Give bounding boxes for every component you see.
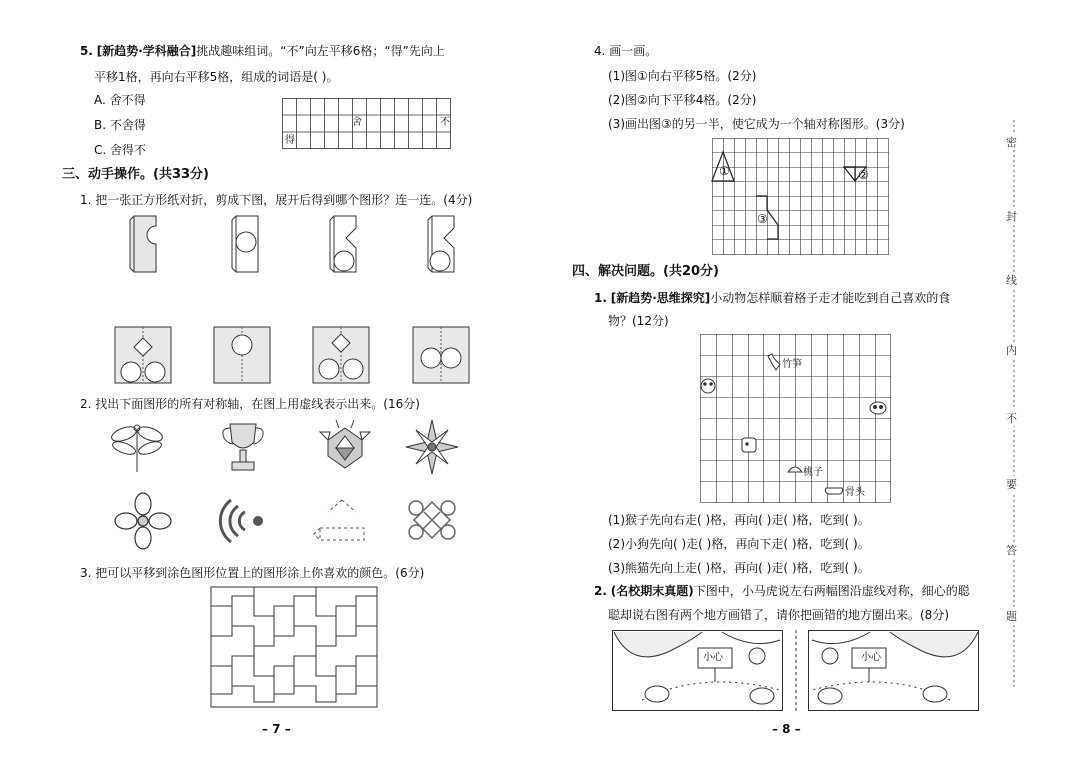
- seal-char-6: 要: [1006, 478, 1017, 491]
- page-number-right: – 8 –: [772, 722, 801, 736]
- p1-text: 小动物怎样顺着格子走才能吃到自己喜欢的食: [710, 291, 951, 305]
- grid-char-de: 得: [285, 135, 295, 146]
- trophy-figure: [218, 420, 268, 476]
- seal-char-4: 内: [1006, 344, 1017, 357]
- unfolded-shape-b: [213, 326, 271, 384]
- q5-option-c: C. 舍得不: [94, 143, 147, 157]
- grid-char-bu: 不: [440, 117, 450, 128]
- q5-line1: [80, 44, 445, 58]
- seal-char-3: 线: [1006, 274, 1017, 287]
- chinese-knot-figure: [404, 494, 460, 548]
- picture-left: [612, 630, 784, 712]
- unfolded-shape-d: [412, 326, 470, 384]
- sign-text-left: 小心: [703, 652, 723, 663]
- q3-text: 3. 把可以平移到涂色图形位置上的图形涂上你喜欢的颜色。(6分): [80, 566, 425, 580]
- seal-char-7: 答: [1006, 544, 1017, 557]
- seal-char-5: 不: [1006, 412, 1017, 425]
- folded-paper-2: [228, 214, 264, 274]
- q2-text: 2. 找出下面图形的所有对称轴，在图上用虚线表示出来。(16分): [80, 397, 420, 411]
- q5-line2: 平移1格，再向右平移5格，组成的词语是( )。: [94, 70, 339, 84]
- grid-char-she: 舍: [352, 117, 362, 128]
- picture-right: [808, 630, 980, 712]
- p1-answer-a: (1)猴子先向右走( )格，再向( )走( )格，吃到( )。: [608, 513, 870, 527]
- p1-answer-c: (3)熊猫先向上走( )格，再向( )走( )格，吃到( )。: [608, 561, 870, 575]
- folded-paper-1: [126, 214, 162, 274]
- unfolded-shape-c: [312, 326, 370, 384]
- q4-item-2: (2)图②向下平移4格。(2分): [608, 93, 757, 107]
- bee-figure: [318, 418, 372, 476]
- q5-option-a: A. 舍不得: [94, 93, 146, 107]
- dragonfly-figure: [110, 420, 164, 476]
- fig-label-1: ①: [719, 164, 730, 178]
- map-label-peach: 桃子: [803, 467, 823, 478]
- q1-text: 1. 把一张正方形纸对折，剪成下图，展开后得到哪个图形？连一连。(4分): [80, 193, 473, 207]
- section4-title: 四、解决问题。(共20分): [572, 264, 719, 279]
- p2-line2: 聪却说右图有两个地方画错了，请你把画错的地方圈出来。(8分): [608, 608, 950, 622]
- q5-text: 挑战趣味组词。“不”向左平移6格；“得”先向上: [196, 44, 445, 58]
- page-number-left: – 7 –: [262, 722, 291, 736]
- q5-number: 5.: [80, 44, 93, 58]
- q4-item-3: (3)画出图③的另一半，使它成为一个轴对称图形。(3分): [608, 117, 905, 131]
- seal-line: [1012, 120, 1016, 690]
- unfolded-shape-a: [114, 326, 172, 384]
- seal-char-8: 题: [1006, 610, 1017, 623]
- seal-char-2: 封: [1006, 210, 1017, 223]
- map-label-bamboo: 竹笋: [782, 359, 802, 370]
- p1-answer-b: (2)小狗先向( )走( )格，再向下走( )格，吃到( )。: [608, 537, 870, 551]
- fig-label-3: ③: [757, 212, 768, 226]
- q5-tag: [新趋势·学科融合]: [96, 44, 197, 58]
- sign-text-right: 小心: [861, 652, 881, 663]
- star-figure: [404, 418, 460, 476]
- seal-char-1: 密: [1006, 136, 1017, 149]
- q5-char-grid: [282, 98, 454, 150]
- tessellation-figure: [210, 586, 380, 710]
- section3-title: 三、动手操作。(共33分): [62, 167, 209, 182]
- p1-number: 1.: [594, 291, 607, 305]
- flower-figure: [114, 492, 172, 550]
- fig-label-2: ②: [858, 168, 869, 182]
- p2-number: 2.: [594, 584, 607, 598]
- wifi-figure: [218, 492, 270, 550]
- arrow-shape-figure: [312, 494, 372, 548]
- p1-line1: [594, 291, 950, 305]
- p1-line2: 物？(12分): [608, 314, 669, 328]
- q5-option-b: B. 不舍得: [94, 118, 146, 132]
- q4-grid: [712, 138, 892, 256]
- map-label-bone: 骨头: [845, 487, 865, 498]
- q4-title: 4. 画一画。: [594, 44, 658, 58]
- folded-paper-3: [326, 214, 362, 274]
- p1-tag: [新趋势·思维探究]: [610, 291, 711, 305]
- symmetry-dashed-line: [794, 630, 798, 712]
- p2-text: 下图中，小马虎说左右两幅图沿虚线对称，细心的聪: [693, 584, 970, 598]
- p2-tag: (名校期末真题): [610, 584, 694, 598]
- q4-item-1: (1)图①向右平移5格。(2分): [608, 69, 757, 83]
- p2-line1: [594, 584, 970, 598]
- folded-paper-4: [424, 214, 460, 274]
